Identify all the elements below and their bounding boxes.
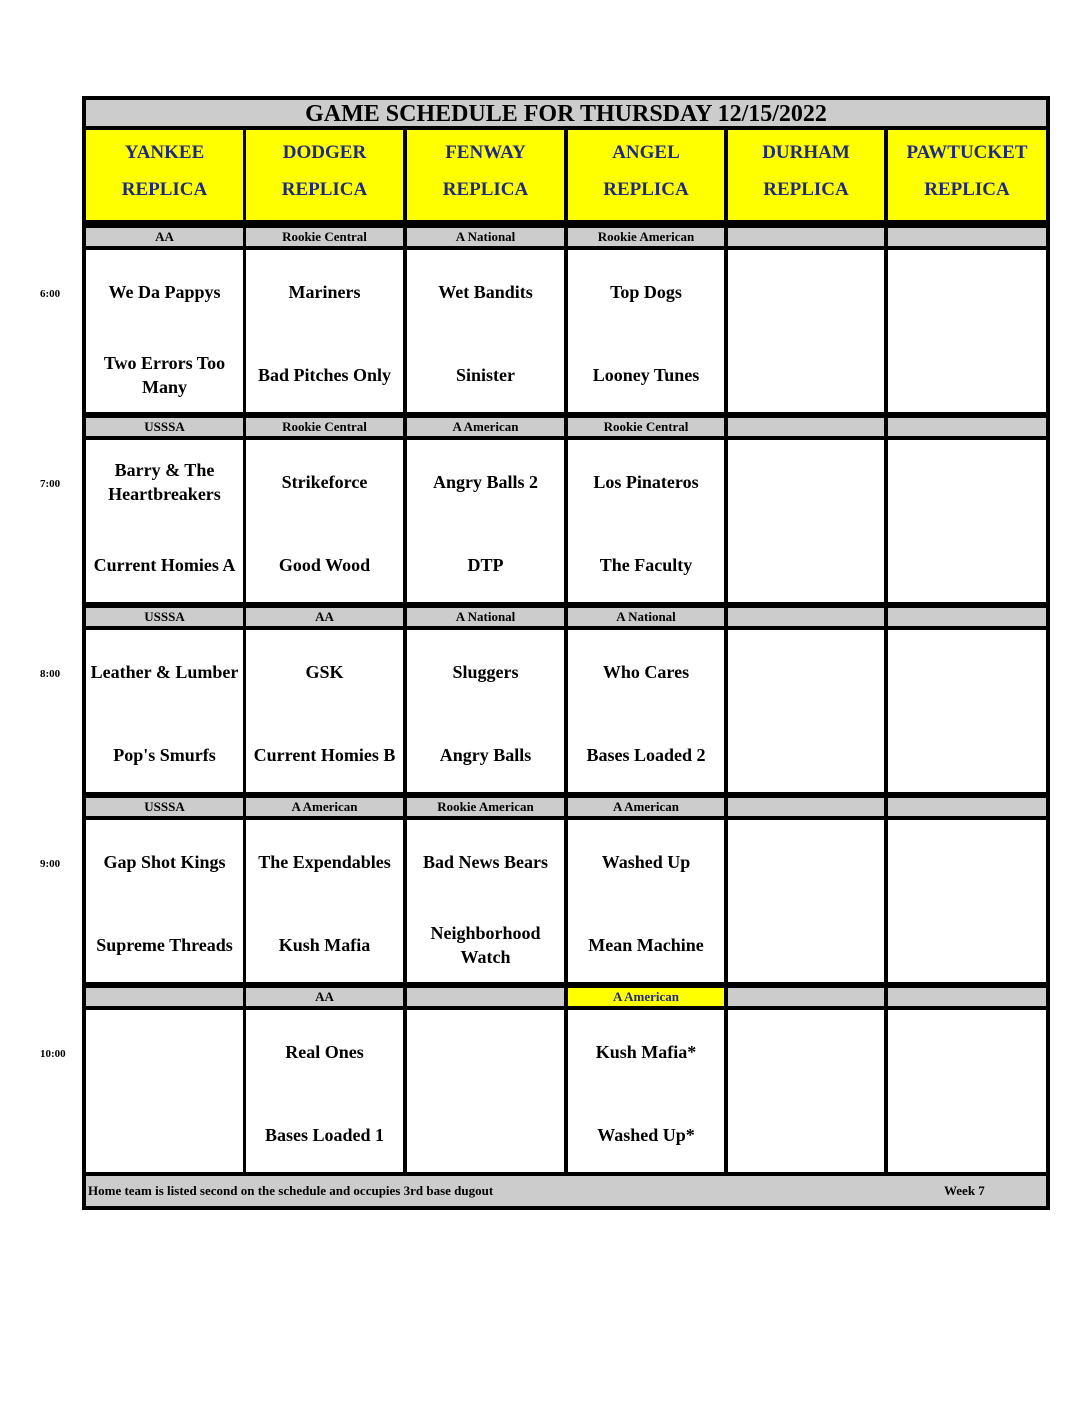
division-cell <box>888 418 1046 436</box>
field-header-dodger <box>246 130 403 220</box>
home-team <box>888 727 1046 783</box>
away-team <box>888 1024 1046 1080</box>
game-cell <box>246 820 403 982</box>
division-cell <box>728 988 884 1006</box>
away-team: Sluggers <box>452 662 519 682</box>
game-cell <box>86 250 243 412</box>
home-team: Mean Machine <box>588 935 704 955</box>
away-team: The Expendables <box>258 852 391 872</box>
home-team: Bases Loaded 1 <box>264 1125 385 1145</box>
home-team: Looney Tunes <box>592 365 700 385</box>
division-cell: A National <box>407 608 564 626</box>
division-cell: Rookie Central <box>246 228 403 246</box>
away-team: Leather & Lumber <box>90 662 239 682</box>
division-cell <box>728 228 884 246</box>
away-team: Wet Bandits <box>438 282 533 302</box>
game-cell <box>407 820 564 982</box>
game-cell <box>568 440 724 602</box>
time-label: 10:00 <box>40 1048 66 1060</box>
division-cell <box>728 418 884 436</box>
home-team: Washed Up* <box>597 1125 695 1145</box>
home-team: DTP <box>467 555 504 575</box>
game-cell <box>888 250 1046 412</box>
division-cell: A National <box>568 608 724 626</box>
division-cell: Rookie Central <box>246 418 403 436</box>
division-cell: USSSA <box>86 798 243 816</box>
division-cell: Rookie American <box>568 228 724 246</box>
game-cell <box>568 1010 724 1172</box>
division-cell <box>888 798 1046 816</box>
game-cell <box>888 440 1046 602</box>
game-cell <box>888 820 1046 982</box>
division-cell: A American <box>568 988 724 1006</box>
game-cell <box>728 630 884 792</box>
away-team <box>888 264 1046 320</box>
field-header-yankee <box>86 130 243 220</box>
time-label: 6:00 <box>40 288 61 300</box>
field-header-angel <box>568 130 724 220</box>
away-team: Top Dogs <box>610 282 682 302</box>
time-column <box>0 0 84 1408</box>
division-cell <box>86 988 243 1006</box>
away-team: Who Cares <box>602 662 690 682</box>
division-cell <box>888 608 1046 626</box>
footer-note: Home team is listed second on the schedule and occupies 3rd base dugout <box>88 1183 494 1198</box>
division-cell: USSSA <box>86 418 243 436</box>
home-team: Current Homies A <box>93 555 236 575</box>
game-cell <box>246 1010 403 1172</box>
division-cell: A American <box>407 418 564 436</box>
home-team: Good Wood <box>278 555 371 575</box>
home-team <box>728 537 884 593</box>
home-team <box>888 537 1046 593</box>
away-team <box>728 834 884 890</box>
away-team <box>86 1024 243 1080</box>
field-header-pawtucket <box>888 130 1046 220</box>
field-subtitle: REPLICA <box>603 179 689 200</box>
away-team: Strikeforce <box>281 472 368 492</box>
home-team: The Faculty <box>599 555 693 575</box>
game-cell <box>246 250 403 412</box>
field-subtitle: REPLICA <box>763 179 849 200</box>
game-cell <box>86 630 243 792</box>
division-cell <box>728 798 884 816</box>
home-team <box>728 1107 884 1163</box>
schedule-title: GAME SCHEDULE FOR THURSDAY 12/15/2022 <box>86 100 1046 126</box>
division-cell: A American <box>568 798 724 816</box>
game-cell <box>246 440 403 602</box>
division-cell: AA <box>86 228 243 246</box>
division-cell: A American <box>246 798 403 816</box>
away-team: Los Pinateros <box>593 472 699 492</box>
division-cell: Rookie American <box>407 798 564 816</box>
week-label: Week 7 <box>944 1183 985 1198</box>
home-team: Neighborhood Watch <box>430 923 541 967</box>
home-team: Bad Pitches Only <box>257 365 391 385</box>
away-team: Mariners <box>288 282 361 302</box>
away-team <box>407 1024 564 1080</box>
home-team: Kush Mafia <box>278 935 371 955</box>
schedule-table <box>82 96 1050 1210</box>
home-team <box>728 727 884 783</box>
field-header-durham <box>728 130 884 220</box>
division-cell <box>888 228 1046 246</box>
field-subtitle: REPLICA <box>121 179 208 200</box>
home-team: Two Errors Too Many <box>103 353 226 397</box>
home-team <box>888 917 1046 973</box>
field-subtitle: REPLICA <box>924 179 1010 200</box>
away-team: GSK <box>305 662 344 682</box>
game-cell <box>728 250 884 412</box>
away-team: Kush Mafia* <box>595 1042 697 1062</box>
game-cell <box>407 440 564 602</box>
away-team: Real Ones <box>285 1042 364 1062</box>
footer-bar <box>86 1176 1046 1206</box>
division-cell: AA <box>246 608 403 626</box>
game-cell <box>407 250 564 412</box>
away-team <box>728 1024 884 1080</box>
time-label: 8:00 <box>40 668 61 680</box>
field-name: ANGEL <box>612 142 680 163</box>
division-cell: AA <box>246 988 403 1006</box>
division-cell <box>728 608 884 626</box>
field-name: PAWTUCKET <box>906 142 1028 163</box>
field-name: YANKEE <box>124 142 205 163</box>
division-cell: Rookie Central <box>568 418 724 436</box>
away-team: Barry & The Heartbreakers <box>108 460 221 504</box>
away-team: Gap Shot Kings <box>103 852 226 872</box>
away-team: Washed Up <box>601 852 691 872</box>
away-team <box>728 454 884 510</box>
game-cell <box>86 1010 243 1172</box>
game-cell <box>728 820 884 982</box>
game-cell <box>246 630 403 792</box>
away-team: Angry Balls 2 <box>432 472 538 492</box>
home-team <box>888 347 1046 403</box>
game-cell <box>86 440 243 602</box>
division-cell: A National <box>407 228 564 246</box>
division-cell <box>407 988 564 1006</box>
field-name: DURHAM <box>762 142 850 163</box>
division-cell <box>888 988 1046 1006</box>
home-team: Supreme Threads <box>96 935 233 955</box>
game-cell <box>728 1010 884 1172</box>
home-team: Current Homies B <box>253 745 396 765</box>
away-team: Bad News Bears <box>423 852 548 872</box>
away-team <box>888 834 1046 890</box>
home-team: Sinister <box>455 365 515 385</box>
home-team <box>86 1107 243 1163</box>
field-subtitle: REPLICA <box>281 179 368 200</box>
away-team <box>888 644 1046 700</box>
away-team <box>728 644 884 700</box>
home-team: Angry Balls <box>439 745 532 765</box>
home-team: Pop's Smurfs <box>113 745 216 765</box>
game-cell <box>888 1010 1046 1172</box>
division-cell: USSSA <box>86 608 243 626</box>
game-cell <box>568 820 724 982</box>
game-cell <box>568 630 724 792</box>
away-team <box>728 264 884 320</box>
home-team <box>407 1107 564 1163</box>
home-team <box>888 1107 1046 1163</box>
home-team: Bases Loaded 2 <box>586 745 706 765</box>
home-team <box>728 347 884 403</box>
game-cell <box>407 1010 564 1172</box>
away-team <box>888 454 1046 510</box>
game-cell <box>568 250 724 412</box>
time-label: 7:00 <box>40 478 61 490</box>
field-subtitle: REPLICA <box>442 179 529 200</box>
game-cell <box>407 630 564 792</box>
field-name: DODGER <box>282 142 367 163</box>
field-header-fenway <box>407 130 564 220</box>
game-cell <box>728 440 884 602</box>
away-team: We Da Pappys <box>108 282 221 302</box>
field-name: FENWAY <box>445 142 526 163</box>
time-label: 9:00 <box>40 858 61 870</box>
home-team <box>728 917 884 973</box>
game-cell <box>86 820 243 982</box>
game-cell <box>888 630 1046 792</box>
